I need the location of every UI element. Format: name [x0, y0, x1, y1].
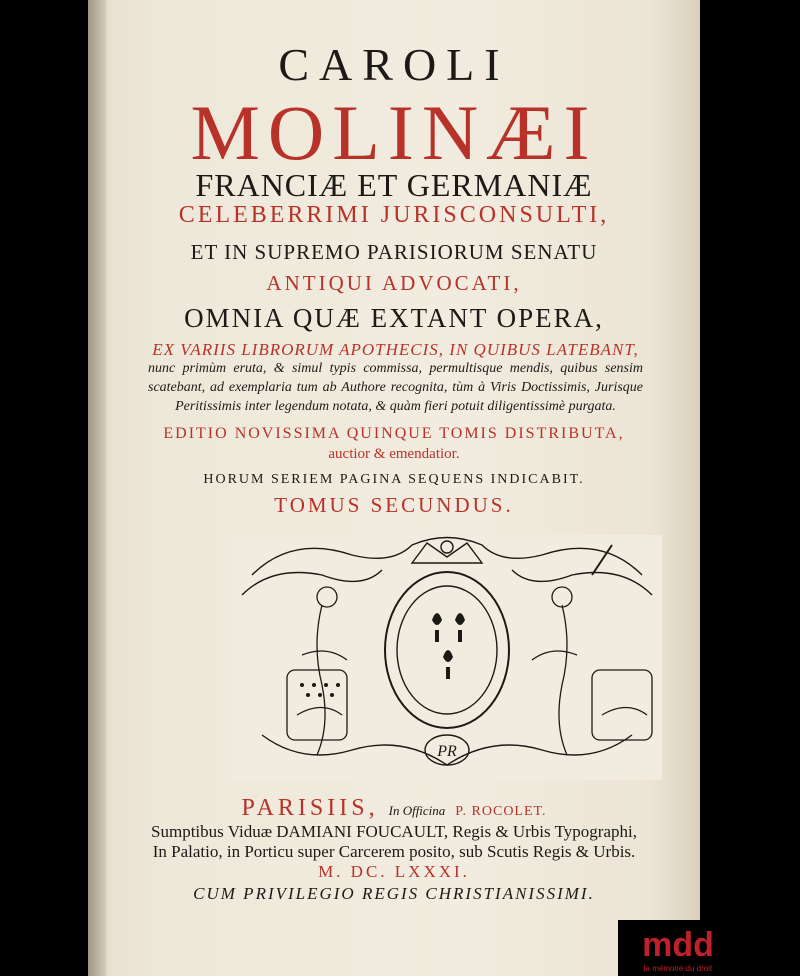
- imprint-city: PARISIIS,: [241, 795, 379, 821]
- title-line-caroli: CAROLI: [278, 39, 510, 90]
- imprint-officina: In Officina: [388, 803, 446, 818]
- title-line-celeberrimi: CELEBERRIMI JURISCONSULTI,: [178, 202, 610, 228]
- vignette-monogram: PR: [437, 743, 457, 760]
- watermark-tagline: la mémoire du droit: [643, 964, 713, 973]
- series-note: HORUM SERIEM PAGINA SEQUENS INDICABIT.: [203, 472, 585, 487]
- title-line-advocati: ANTIQUI ADVOCATI,: [266, 271, 522, 295]
- edition-subline: auctior & emendatior.: [328, 446, 460, 462]
- imprint-line-2: In Palatio, in Porticu super Carcerem posito, sub Scutis Regis & Urbis.: [152, 842, 636, 861]
- description-first-line: EX VARIIS LIBRORUM APOTHECIS, IN QUIBUS LATEBANT,: [152, 340, 639, 359]
- volume-title: TOMUS SECUNDUS.: [274, 493, 514, 517]
- printer-vignette-illustration: [232, 535, 662, 780]
- title-line-franciae: FRANCIÆ ET GERMANIÆ: [195, 167, 593, 203]
- watermark-brand: mdd: [642, 926, 714, 964]
- imprint-line-1: Sumptibus Viduæ DAMIANI FOUCAULT, Regis & Urbis Typographi,: [151, 822, 637, 841]
- description-body: nunc primùm eruta, & simul typis commissa, permultisque mendis, quibus sensim scatebant, ad exemplaria tum ab Authore recognita, tùm à Viris Doctissimis, Jurisque Peritissimis inter legendum notata, & quàm fieri potuit diligentissimè purgata.: [148, 361, 643, 414]
- title-line-opera: OMNIA QUÆ EXTANT OPERA,: [184, 303, 604, 333]
- mdd-watermark-logo: [618, 920, 738, 976]
- description-block: [148, 340, 643, 416]
- book-spine-edge: [88, 0, 106, 976]
- imprint-date: M. DC. LXXXI.: [318, 862, 470, 881]
- imprint-printer: P. ROCOLET.: [455, 804, 547, 819]
- title-line-molinaei: MOLINÆI: [190, 89, 598, 176]
- privilege-line: CUM PRIVILEGIO REGIS CHRISTIANISSIMI.: [193, 884, 595, 903]
- title-page: [88, 0, 700, 976]
- title-line-supremo: ET IN SUPREMO PARISIORUM SENATU: [190, 240, 598, 264]
- imprint-place: [88, 795, 700, 822]
- edition-line: EDITIO NOVISSIMA QUINQUE TOMIS DISTRIBUTA,: [163, 425, 625, 442]
